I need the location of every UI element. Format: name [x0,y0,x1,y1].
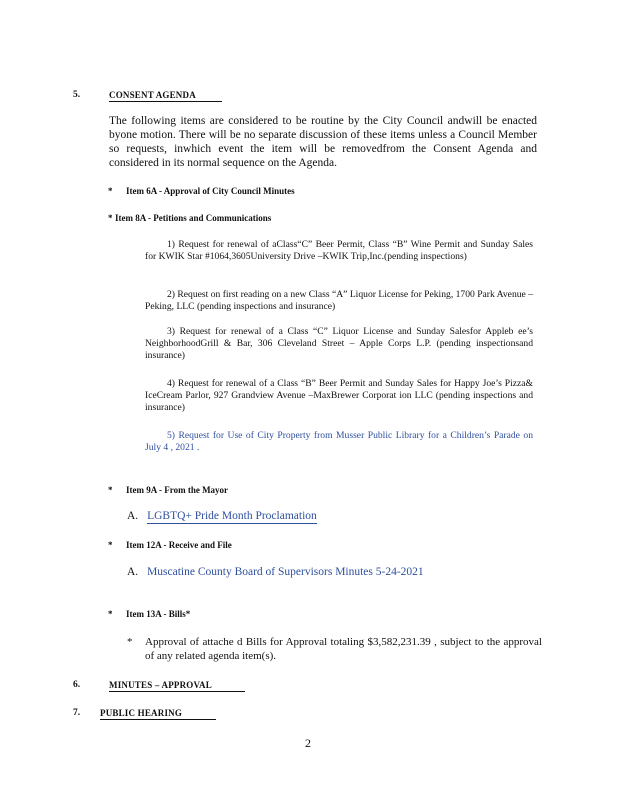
item-8a-subitem-4: 4) Request for renewal of a Class “B” Beer Permit and Sunday Sales for Happy Joe’s Pizza& IceCream Parlor, 927 Grandview Avenue –MaxBrewer Corporat ion LLC (pending inspections and insurance) [145,378,533,413]
section-7-number: 7. [73,708,81,718]
item-12a-sub-letter: A. [127,566,139,578]
item-6a-bullet: * [108,186,113,196]
item-6a-header: Item 6A - Approval of City Council Minutes [126,186,295,196]
section-5-number: 5. [73,90,81,100]
section-6-number: 6. [73,680,81,690]
item-12a-bullet: * [108,540,113,550]
item-13a-header: Item 13A - Bills* [126,609,191,619]
section-6-heading: MINUTES – APPROVAL [109,680,245,692]
item-12a-header: Item 12A - Receive and File [126,540,232,550]
lgbtq-proclamation-link[interactable]: LGBTQ+ Pride Month Proclamation [147,510,317,522]
item-9a-header: Item 9A - From the Mayor [126,485,229,495]
item-8a-header: Item 8A - Petitions and Communications [115,213,272,223]
item-8a-subitem-5-link[interactable]: 5) Request for Use of City Property from Musser Public Library for a Children’s Parade on July 4 , 2021 . [145,430,533,453]
item-9a-subitem [127,510,317,522]
item-8a-bullet: * [108,213,113,223]
item-8a-subitem-3: 3) Request for renewal of a Class “C” Liquor License and Sunday Salesfor Appleb ee’s NeighborhoodGrill & Bar, 306 Cleveland Street – Apple Corps L.P. (pending inspectionsand insurance) [145,326,533,361]
item-9a-bullet: * [108,485,113,495]
item-9a-sub-letter: A. [127,510,139,522]
item-12a-subitem [127,566,424,578]
item-13a-sub-bullet: * [127,636,133,648]
item-13a-bullet: * [108,609,113,619]
section-5-heading: CONSENT AGENDA [109,90,222,102]
bills-approval-text: Approval of attache d Bills for Approval totaling $3,582,231.39 , subject to the approval of any related agenda item(s). [145,636,542,662]
page-number: 2 [305,736,311,750]
county-minutes-link[interactable]: Muscatine County Board of Supervisors Minutes 5-24-2021 [147,566,424,578]
item-8a-subitem-1: 1) Request for renewal of aClass“C” Beer Permit, Class “B” Wine Permit and Sunday Sales for KWIK Star #1064,3605University Drive –KWIK Trip,Inc.(pending inspections) [145,239,533,262]
consent-agenda-intro: The following items are considered to be routine by the City Council andwill be enacted byone motion. There will be no separate discussion of these items unless a Council Member so requests, inwhich event the item will be removedfrom the Consent Agenda and considered in its normal sequence on the Agenda. [109,115,537,169]
section-7-heading: PUBLIC HEARING [100,708,216,720]
item-8a-subitem-2: 2) Request on first reading on a new Class “A” Liquor License for Peking, 1700 Park Avenue – Peking, LLC (pending inspections and insurance) [145,289,533,312]
